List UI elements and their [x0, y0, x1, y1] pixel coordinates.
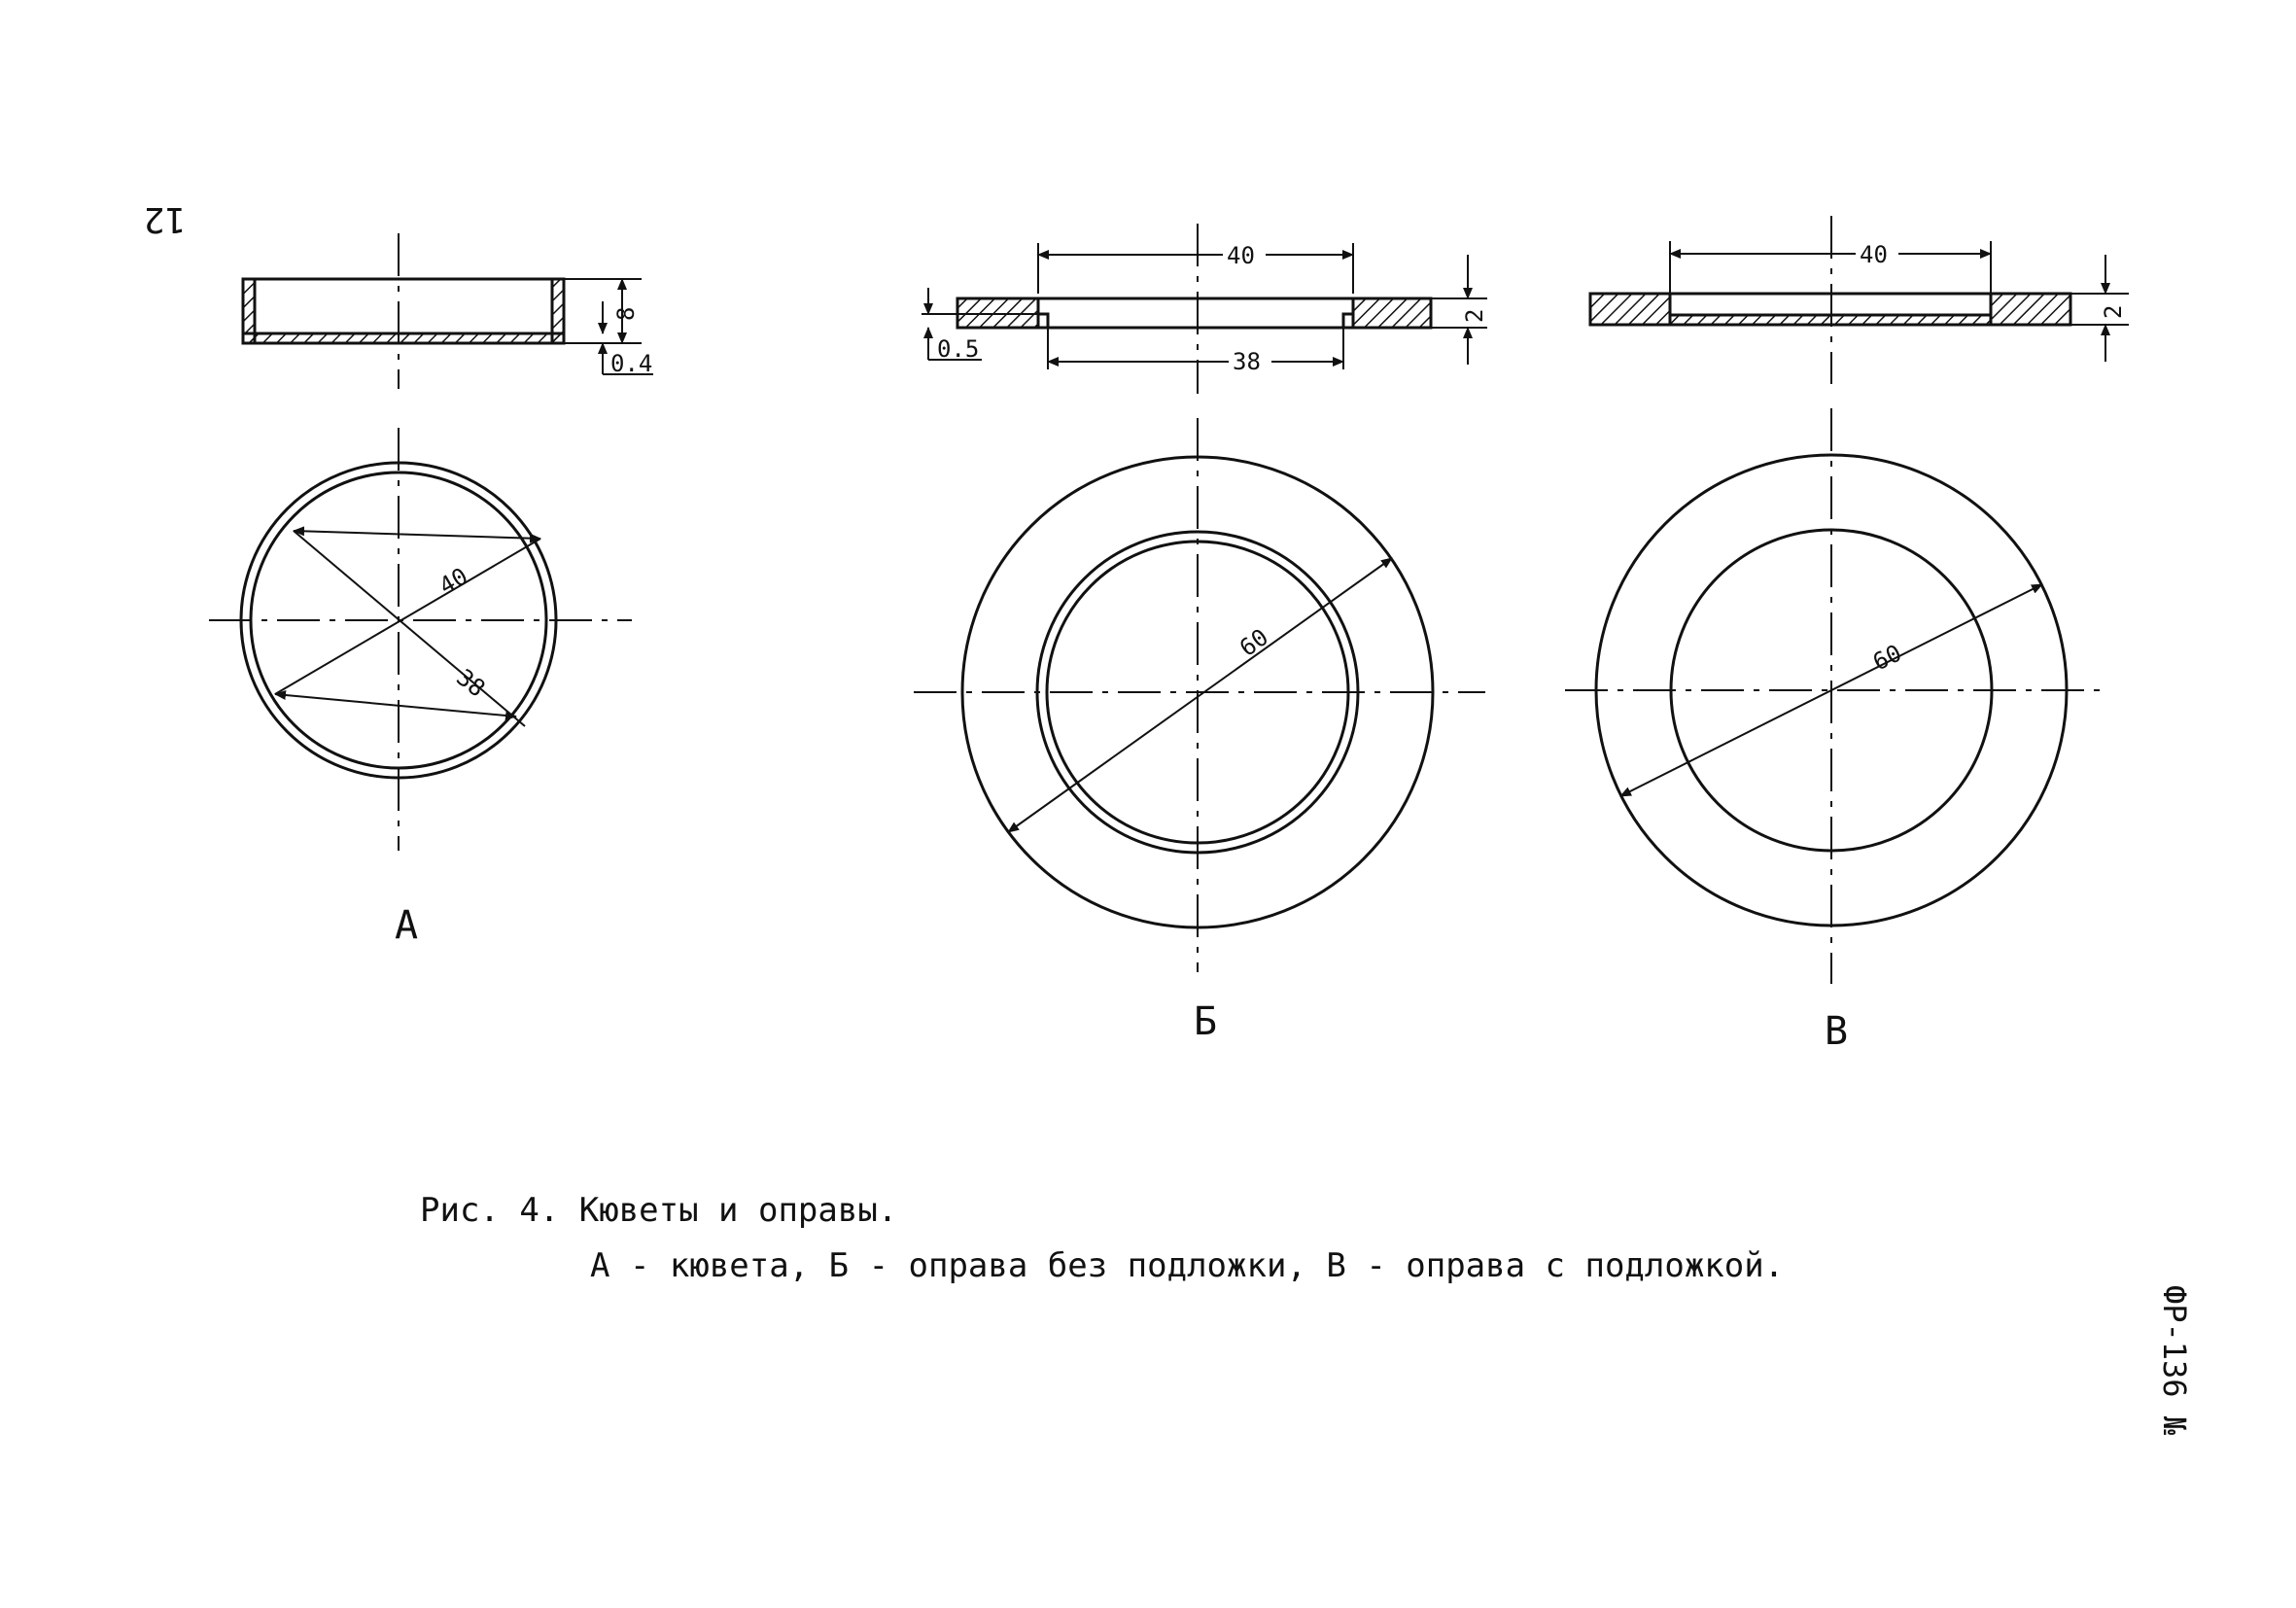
figure-a-letter: А	[395, 903, 419, 948]
figure-a-plan	[209, 428, 632, 948]
document-code: ФР-136 №	[2156, 1284, 2194, 1436]
figure-c-section	[1590, 216, 2129, 384]
figure-a	[209, 233, 653, 948]
figure-a-dim-outer-diameter: 40	[435, 562, 473, 601]
figure-b-dim-step: 0.5	[937, 335, 980, 363]
figure-b-dim-bottom-width: 38	[1233, 348, 1261, 375]
figure-b-letter: Б	[1194, 999, 1218, 1044]
figure-b	[914, 224, 1488, 1044]
figure-a-dim-bottom: 0.4	[610, 350, 653, 377]
figure-b-dim-top-width: 40	[1227, 242, 1255, 269]
figure-caption-title: Рис. 4. Кюветы и оправы.	[420, 1191, 898, 1230]
figure-b-dim-thickness: 2	[1461, 308, 1488, 323]
figure-c-dim-top-width: 40	[1860, 241, 1888, 268]
figure-c	[1565, 216, 2129, 1054]
figure-b-section	[922, 224, 1488, 394]
figure-c-dim-thickness: 2	[2100, 304, 2127, 319]
figure-b-plan	[914, 418, 1485, 1044]
page-number: 12	[144, 199, 187, 239]
figure-b-dim-diameter: 60	[1235, 623, 1273, 662]
figure-caption-legend: А - кювета, Б - оправа без подложки, В - оправа с подложкой.	[590, 1246, 1785, 1285]
figure-c-letter: В	[1825, 1009, 1849, 1054]
figure-c-dim-diameter: 60	[1868, 639, 1906, 677]
figure-a-section	[243, 233, 653, 389]
figure-c-plan	[1565, 408, 2100, 1054]
figure-a-dim-height: 8	[612, 306, 640, 321]
figure-a-dim-inner-diameter: 38	[451, 663, 491, 703]
